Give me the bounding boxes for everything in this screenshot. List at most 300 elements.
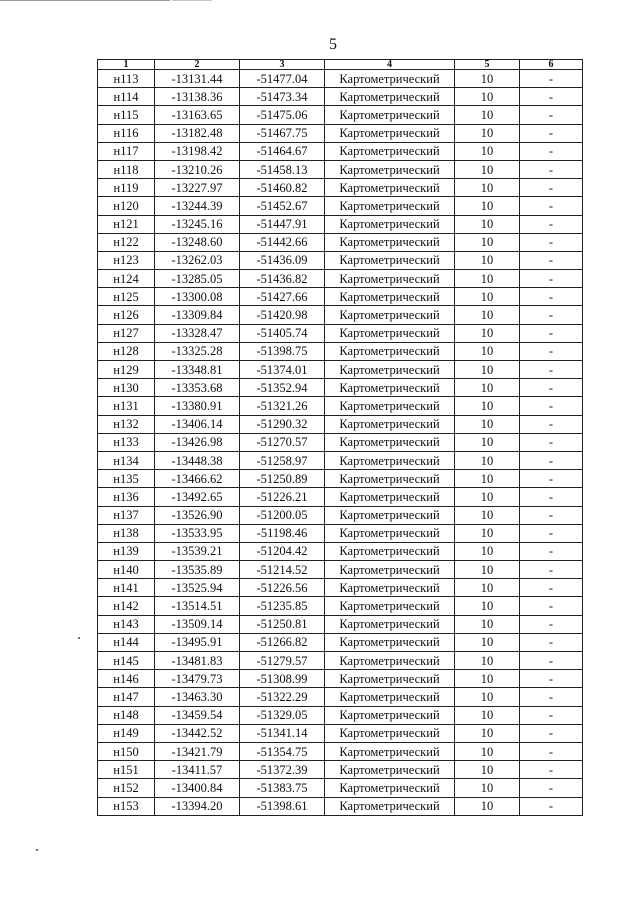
y-coordinate-cell: -51383.75 xyxy=(240,779,325,797)
x-coordinate-cell: -13539.21 xyxy=(155,542,240,560)
y-coordinate-cell: -51226.56 xyxy=(240,579,325,597)
accuracy-cell: 10 xyxy=(455,724,520,742)
x-coordinate-cell: -13244.39 xyxy=(155,197,240,215)
method-cell: Картометрический xyxy=(325,779,455,797)
method-cell: Картометрический xyxy=(325,215,455,233)
table-row xyxy=(98,470,583,488)
note-cell: - xyxy=(520,361,583,379)
y-coordinate-cell: -51266.82 xyxy=(240,633,325,651)
method-cell: Картометрический xyxy=(325,724,455,742)
x-coordinate-cell: -13210.26 xyxy=(155,160,240,178)
y-coordinate-cell: -51250.81 xyxy=(240,615,325,633)
note-cell: - xyxy=(520,724,583,742)
y-coordinate-cell: -51354.75 xyxy=(240,742,325,760)
method-cell: Картометрический xyxy=(325,670,455,688)
x-coordinate-cell: -13163.65 xyxy=(155,106,240,124)
y-coordinate-cell: -51198.46 xyxy=(240,524,325,542)
point-id-cell: н124 xyxy=(98,270,155,288)
y-coordinate-cell: -51477.04 xyxy=(240,70,325,88)
accuracy-cell: 10 xyxy=(455,142,520,160)
note-cell: - xyxy=(520,106,583,124)
accuracy-cell: 10 xyxy=(455,779,520,797)
method-cell: Картометрический xyxy=(325,742,455,760)
note-cell: - xyxy=(520,670,583,688)
x-coordinate-cell: -13421.79 xyxy=(155,742,240,760)
y-coordinate-cell: -51258.97 xyxy=(240,451,325,469)
y-coordinate-cell: -51321.26 xyxy=(240,397,325,415)
point-id-cell: н113 xyxy=(98,70,155,88)
x-coordinate-cell: -13442.52 xyxy=(155,724,240,742)
coordinates-table xyxy=(97,59,583,816)
x-coordinate-cell: -13466.62 xyxy=(155,470,240,488)
table-row xyxy=(98,415,583,433)
accuracy-cell: 10 xyxy=(455,379,520,397)
accuracy-cell: 10 xyxy=(455,761,520,779)
note-cell: - xyxy=(520,342,583,360)
point-id-cell: н119 xyxy=(98,179,155,197)
y-coordinate-cell: -51405.74 xyxy=(240,324,325,342)
table-row xyxy=(98,379,583,397)
table-row xyxy=(98,197,583,215)
table-row xyxy=(98,761,583,779)
accuracy-cell: 10 xyxy=(455,742,520,760)
method-cell: Картометрический xyxy=(325,106,455,124)
x-coordinate-cell: -13285.05 xyxy=(155,270,240,288)
accuracy-cell: 10 xyxy=(455,670,520,688)
column-header: 4 xyxy=(325,60,455,70)
method-cell: Картометрический xyxy=(325,397,455,415)
y-coordinate-cell: -51214.52 xyxy=(240,561,325,579)
y-coordinate-cell: -51250.89 xyxy=(240,470,325,488)
point-id-cell: н117 xyxy=(98,142,155,160)
method-cell: Картометрический xyxy=(325,270,455,288)
accuracy-cell: 10 xyxy=(455,124,520,142)
y-coordinate-cell: -51452.67 xyxy=(240,197,325,215)
accuracy-cell: 10 xyxy=(455,579,520,597)
table-row xyxy=(98,615,583,633)
table-row xyxy=(98,160,583,178)
table-row xyxy=(98,506,583,524)
table-row xyxy=(98,70,583,88)
method-cell: Картометрический xyxy=(325,288,455,306)
point-id-cell: н142 xyxy=(98,597,155,615)
column-header: 3 xyxy=(240,60,325,70)
point-id-cell: н129 xyxy=(98,361,155,379)
point-id-cell: н132 xyxy=(98,415,155,433)
point-id-cell: н147 xyxy=(98,688,155,706)
y-coordinate-cell: -51279.57 xyxy=(240,652,325,670)
accuracy-cell: 10 xyxy=(455,688,520,706)
y-coordinate-cell: -51420.98 xyxy=(240,306,325,324)
y-coordinate-cell: -51352.94 xyxy=(240,379,325,397)
x-coordinate-cell: -13514.51 xyxy=(155,597,240,615)
x-coordinate-cell: -13348.81 xyxy=(155,361,240,379)
point-id-cell: н137 xyxy=(98,506,155,524)
note-cell: - xyxy=(520,379,583,397)
note-cell: - xyxy=(520,306,583,324)
accuracy-cell: 10 xyxy=(455,160,520,178)
x-coordinate-cell: -13525.94 xyxy=(155,579,240,597)
table-row xyxy=(98,597,583,615)
x-coordinate-cell: -13227.97 xyxy=(155,179,240,197)
accuracy-cell: 10 xyxy=(455,524,520,542)
x-coordinate-cell: -13535.89 xyxy=(155,561,240,579)
point-id-cell: н128 xyxy=(98,342,155,360)
point-id-cell: н121 xyxy=(98,215,155,233)
table-row xyxy=(98,361,583,379)
point-id-cell: н153 xyxy=(98,797,155,815)
table-body xyxy=(98,70,583,816)
accuracy-cell: 10 xyxy=(455,415,520,433)
scan-edge-line-secondary xyxy=(172,0,212,1)
x-coordinate-cell: -13400.84 xyxy=(155,779,240,797)
point-id-cell: н139 xyxy=(98,542,155,560)
table-row xyxy=(98,742,583,760)
table-row xyxy=(98,797,583,815)
note-cell: - xyxy=(520,506,583,524)
accuracy-cell: 10 xyxy=(455,470,520,488)
point-id-cell: н115 xyxy=(98,106,155,124)
table-row xyxy=(98,106,583,124)
method-cell: Картометрический xyxy=(325,160,455,178)
x-coordinate-cell: -13131.44 xyxy=(155,70,240,88)
method-cell: Картометрический xyxy=(325,233,455,251)
x-coordinate-cell: -13328.47 xyxy=(155,324,240,342)
x-coordinate-cell: -13533.95 xyxy=(155,524,240,542)
method-cell: Картометрический xyxy=(325,324,455,342)
scan-speck xyxy=(78,637,80,639)
note-cell: - xyxy=(520,160,583,178)
accuracy-cell: 10 xyxy=(455,215,520,233)
point-id-cell: н136 xyxy=(98,488,155,506)
note-cell: - xyxy=(520,179,583,197)
point-id-cell: н143 xyxy=(98,615,155,633)
table-row xyxy=(98,670,583,688)
column-header: 6 xyxy=(520,60,583,70)
note-cell: - xyxy=(520,215,583,233)
accuracy-cell: 10 xyxy=(455,70,520,88)
note-cell: - xyxy=(520,470,583,488)
point-id-cell: н134 xyxy=(98,451,155,469)
table-row xyxy=(98,433,583,451)
note-cell: - xyxy=(520,706,583,724)
method-cell: Картометрический xyxy=(325,706,455,724)
method-cell: Картометрический xyxy=(325,488,455,506)
accuracy-cell: 10 xyxy=(455,451,520,469)
table-header-row xyxy=(98,60,583,70)
x-coordinate-cell: -13198.42 xyxy=(155,142,240,160)
accuracy-cell: 10 xyxy=(455,324,520,342)
x-coordinate-cell: -13309.84 xyxy=(155,306,240,324)
method-cell: Картометрический xyxy=(325,652,455,670)
table-row xyxy=(98,633,583,651)
method-cell: Картометрический xyxy=(325,179,455,197)
accuracy-cell: 10 xyxy=(455,233,520,251)
point-id-cell: н130 xyxy=(98,379,155,397)
table-row xyxy=(98,306,583,324)
point-id-cell: н144 xyxy=(98,633,155,651)
point-id-cell: н150 xyxy=(98,742,155,760)
y-coordinate-cell: -51290.32 xyxy=(240,415,325,433)
point-id-cell: н127 xyxy=(98,324,155,342)
method-cell: Картометрический xyxy=(325,761,455,779)
x-coordinate-cell: -13325.28 xyxy=(155,342,240,360)
table-row xyxy=(98,342,583,360)
method-cell: Картометрический xyxy=(325,542,455,560)
point-id-cell: н126 xyxy=(98,306,155,324)
y-coordinate-cell: -51427.66 xyxy=(240,288,325,306)
method-cell: Картометрический xyxy=(325,579,455,597)
table-row xyxy=(98,561,583,579)
table-row xyxy=(98,215,583,233)
method-cell: Картометрический xyxy=(325,615,455,633)
y-coordinate-cell: -51308.99 xyxy=(240,670,325,688)
note-cell: - xyxy=(520,451,583,469)
y-coordinate-cell: -51460.82 xyxy=(240,179,325,197)
x-coordinate-cell: -13406.14 xyxy=(155,415,240,433)
table-row xyxy=(98,451,583,469)
y-coordinate-cell: -51204.42 xyxy=(240,542,325,560)
accuracy-cell: 10 xyxy=(455,342,520,360)
table-row xyxy=(98,706,583,724)
accuracy-cell: 10 xyxy=(455,88,520,106)
note-cell: - xyxy=(520,233,583,251)
note-cell: - xyxy=(520,433,583,451)
x-coordinate-cell: -13262.03 xyxy=(155,251,240,269)
note-cell: - xyxy=(520,524,583,542)
note-cell: - xyxy=(520,197,583,215)
point-id-cell: н131 xyxy=(98,397,155,415)
method-cell: Картометрический xyxy=(325,342,455,360)
accuracy-cell: 10 xyxy=(455,615,520,633)
note-cell: - xyxy=(520,597,583,615)
table-row xyxy=(98,524,583,542)
point-id-cell: н122 xyxy=(98,233,155,251)
x-coordinate-cell: -13138.36 xyxy=(155,88,240,106)
note-cell: - xyxy=(520,324,583,342)
y-coordinate-cell: -51235.85 xyxy=(240,597,325,615)
note-cell: - xyxy=(520,288,583,306)
method-cell: Картометрический xyxy=(325,88,455,106)
y-coordinate-cell: -51322.29 xyxy=(240,688,325,706)
scan-edge-line xyxy=(0,0,170,1)
page-number: 5 xyxy=(329,36,337,53)
point-id-cell: н151 xyxy=(98,761,155,779)
x-coordinate-cell: -13459.54 xyxy=(155,706,240,724)
table-row xyxy=(98,270,583,288)
accuracy-cell: 10 xyxy=(455,433,520,451)
note-cell: - xyxy=(520,270,583,288)
x-coordinate-cell: -13182.48 xyxy=(155,124,240,142)
y-coordinate-cell: -51398.61 xyxy=(240,797,325,815)
method-cell: Картометрический xyxy=(325,433,455,451)
method-cell: Картометрический xyxy=(325,197,455,215)
x-coordinate-cell: -13300.08 xyxy=(155,288,240,306)
y-coordinate-cell: -51467.75 xyxy=(240,124,325,142)
table-row xyxy=(98,142,583,160)
x-coordinate-cell: -13245.16 xyxy=(155,215,240,233)
x-coordinate-cell: -13463.30 xyxy=(155,688,240,706)
table-row xyxy=(98,324,583,342)
table-row xyxy=(98,779,583,797)
accuracy-cell: 10 xyxy=(455,361,520,379)
x-coordinate-cell: -13380.91 xyxy=(155,397,240,415)
x-coordinate-cell: -13394.20 xyxy=(155,797,240,815)
x-coordinate-cell: -13495.91 xyxy=(155,633,240,651)
note-cell: - xyxy=(520,542,583,560)
accuracy-cell: 10 xyxy=(455,652,520,670)
x-coordinate-cell: -13248.60 xyxy=(155,233,240,251)
table-row xyxy=(98,124,583,142)
note-cell: - xyxy=(520,742,583,760)
accuracy-cell: 10 xyxy=(455,306,520,324)
y-coordinate-cell: -51341.14 xyxy=(240,724,325,742)
table-row xyxy=(98,542,583,560)
accuracy-cell: 10 xyxy=(455,488,520,506)
x-coordinate-cell: -13492.65 xyxy=(155,488,240,506)
point-id-cell: н145 xyxy=(98,652,155,670)
y-coordinate-cell: -51270.57 xyxy=(240,433,325,451)
point-id-cell: н135 xyxy=(98,470,155,488)
point-id-cell: н133 xyxy=(98,433,155,451)
accuracy-cell: 10 xyxy=(455,251,520,269)
point-id-cell: н114 xyxy=(98,88,155,106)
table-row xyxy=(98,397,583,415)
table-row xyxy=(98,288,583,306)
note-cell: - xyxy=(520,488,583,506)
table-row xyxy=(98,579,583,597)
accuracy-cell: 10 xyxy=(455,597,520,615)
note-cell: - xyxy=(520,124,583,142)
method-cell: Картометрический xyxy=(325,797,455,815)
method-cell: Картометрический xyxy=(325,70,455,88)
table-row xyxy=(98,88,583,106)
note-cell: - xyxy=(520,779,583,797)
y-coordinate-cell: -51464.67 xyxy=(240,142,325,160)
y-coordinate-cell: -51442.66 xyxy=(240,233,325,251)
point-id-cell: н141 xyxy=(98,579,155,597)
column-header: 1 xyxy=(98,60,155,70)
table-row xyxy=(98,688,583,706)
note-cell: - xyxy=(520,70,583,88)
method-cell: Картометрический xyxy=(325,688,455,706)
method-cell: Картометрический xyxy=(325,415,455,433)
table-row xyxy=(98,179,583,197)
method-cell: Картометрический xyxy=(325,251,455,269)
method-cell: Картометрический xyxy=(325,361,455,379)
accuracy-cell: 10 xyxy=(455,179,520,197)
point-id-cell: н123 xyxy=(98,251,155,269)
method-cell: Картометрический xyxy=(325,142,455,160)
point-id-cell: н125 xyxy=(98,288,155,306)
y-coordinate-cell: -51436.82 xyxy=(240,270,325,288)
y-coordinate-cell: -51398.75 xyxy=(240,342,325,360)
table-row xyxy=(98,488,583,506)
y-coordinate-cell: -51329.05 xyxy=(240,706,325,724)
note-cell: - xyxy=(520,615,583,633)
method-cell: Картометрический xyxy=(325,306,455,324)
y-coordinate-cell: -51372.39 xyxy=(240,761,325,779)
table-row xyxy=(98,251,583,269)
x-coordinate-cell: -13411.57 xyxy=(155,761,240,779)
table-row xyxy=(98,724,583,742)
note-cell: - xyxy=(520,688,583,706)
x-coordinate-cell: -13481.83 xyxy=(155,652,240,670)
accuracy-cell: 10 xyxy=(455,106,520,124)
x-coordinate-cell: -13448.38 xyxy=(155,451,240,469)
column-header: 2 xyxy=(155,60,240,70)
point-id-cell: н152 xyxy=(98,779,155,797)
method-cell: Картометрический xyxy=(325,451,455,469)
x-coordinate-cell: -13479.73 xyxy=(155,670,240,688)
method-cell: Картометрический xyxy=(325,597,455,615)
y-coordinate-cell: -51475.06 xyxy=(240,106,325,124)
point-id-cell: н146 xyxy=(98,670,155,688)
point-id-cell: н120 xyxy=(98,197,155,215)
y-coordinate-cell: -51374.01 xyxy=(240,361,325,379)
y-coordinate-cell: -51447.91 xyxy=(240,215,325,233)
note-cell: - xyxy=(520,397,583,415)
x-coordinate-cell: -13509.14 xyxy=(155,615,240,633)
accuracy-cell: 10 xyxy=(455,797,520,815)
y-coordinate-cell: -51436.09 xyxy=(240,251,325,269)
x-coordinate-cell: -13426.98 xyxy=(155,433,240,451)
column-header: 5 xyxy=(455,60,520,70)
table-row xyxy=(98,652,583,670)
note-cell: - xyxy=(520,88,583,106)
accuracy-cell: 10 xyxy=(455,633,520,651)
y-coordinate-cell: -51200.05 xyxy=(240,506,325,524)
point-id-cell: н149 xyxy=(98,724,155,742)
point-id-cell: н140 xyxy=(98,561,155,579)
point-id-cell: н148 xyxy=(98,706,155,724)
accuracy-cell: 10 xyxy=(455,706,520,724)
method-cell: Картометрический xyxy=(325,561,455,579)
method-cell: Картометрический xyxy=(325,470,455,488)
scan-speck xyxy=(36,849,38,851)
x-coordinate-cell: -13526.90 xyxy=(155,506,240,524)
table-row xyxy=(98,233,583,251)
y-coordinate-cell: -51458.13 xyxy=(240,160,325,178)
note-cell: - xyxy=(520,633,583,651)
accuracy-cell: 10 xyxy=(455,397,520,415)
note-cell: - xyxy=(520,415,583,433)
note-cell: - xyxy=(520,251,583,269)
method-cell: Картометрический xyxy=(325,506,455,524)
accuracy-cell: 10 xyxy=(455,197,520,215)
accuracy-cell: 10 xyxy=(455,288,520,306)
note-cell: - xyxy=(520,652,583,670)
accuracy-cell: 10 xyxy=(455,506,520,524)
accuracy-cell: 10 xyxy=(455,542,520,560)
point-id-cell: н138 xyxy=(98,524,155,542)
method-cell: Картометрический xyxy=(325,524,455,542)
note-cell: - xyxy=(520,797,583,815)
note-cell: - xyxy=(520,142,583,160)
point-id-cell: н116 xyxy=(98,124,155,142)
y-coordinate-cell: -51226.21 xyxy=(240,488,325,506)
point-id-cell: н118 xyxy=(98,160,155,178)
note-cell: - xyxy=(520,561,583,579)
note-cell: - xyxy=(520,761,583,779)
y-coordinate-cell: -51473.34 xyxy=(240,88,325,106)
accuracy-cell: 10 xyxy=(455,561,520,579)
method-cell: Картометрический xyxy=(325,633,455,651)
x-coordinate-cell: -13353.68 xyxy=(155,379,240,397)
accuracy-cell: 10 xyxy=(455,270,520,288)
method-cell: Картометрический xyxy=(325,124,455,142)
method-cell: Картометрический xyxy=(325,379,455,397)
